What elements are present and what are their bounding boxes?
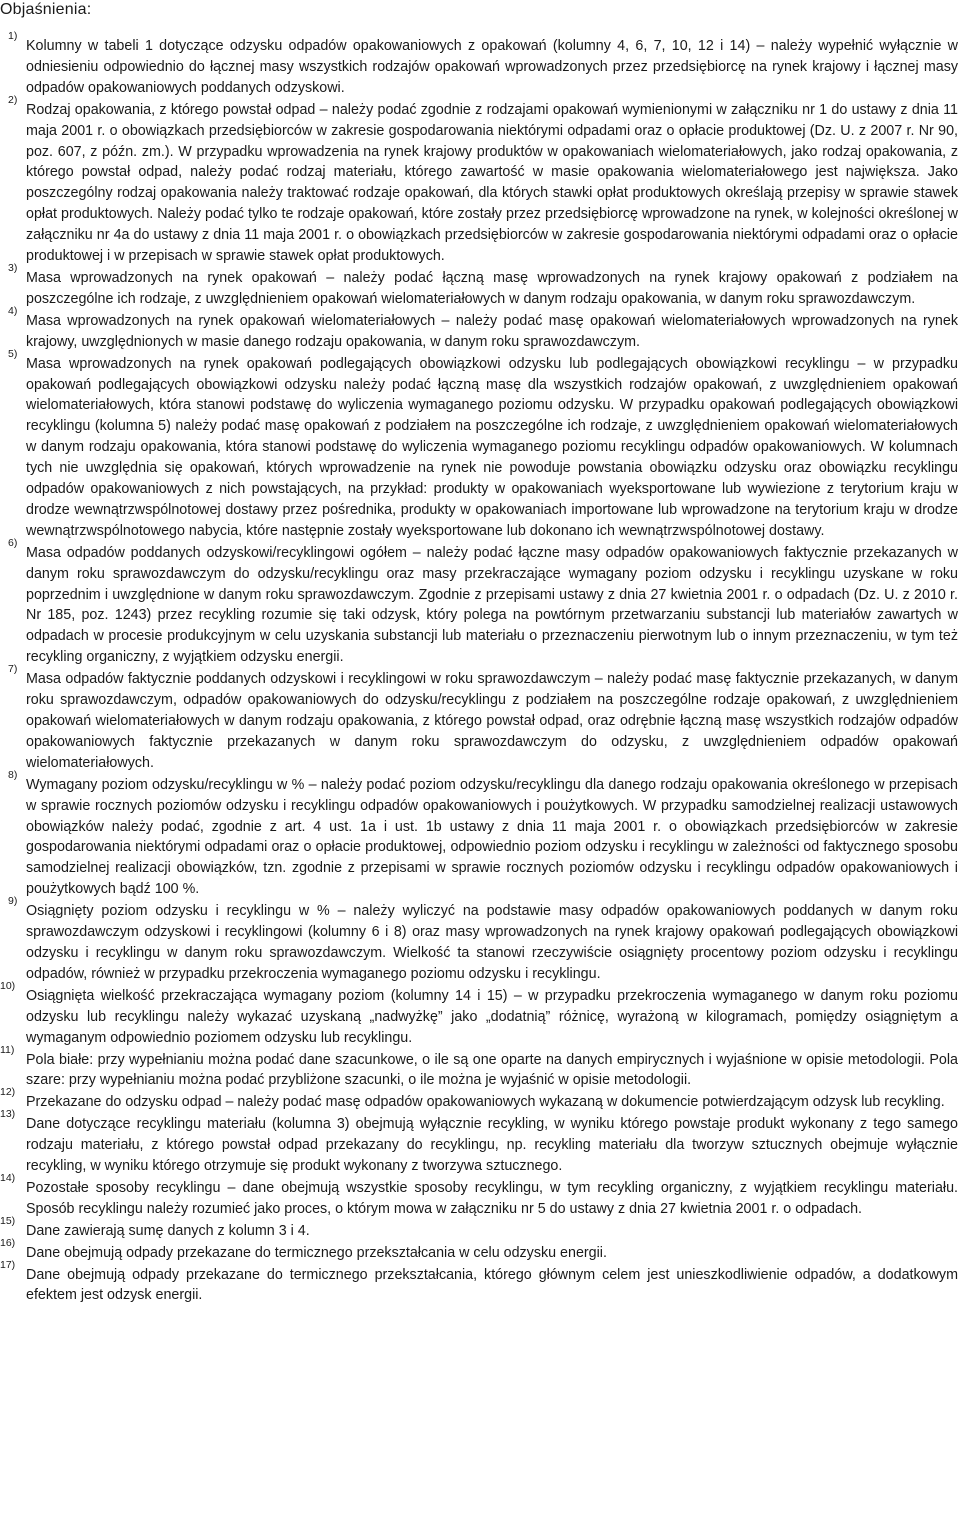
note-number: 5) bbox=[8, 347, 18, 360]
page-heading: Objaśnienia: bbox=[0, 1, 92, 18]
note-text: Masa wprowadzonych na rynek opakowań – należy podać łączną masę wprowadzonych na rynek krajowy opakowań z podziałem na poszczególne ich rodzaje, z uwzględnieniem opakowań wielomateriałowych w danym rodzaju opakowania, w danym roku sprawozdawczym. bbox=[26, 269, 958, 307]
note-16 bbox=[0, 1236, 958, 1264]
note-17 bbox=[0, 1258, 958, 1307]
note-text: Dane zawierają sumę danych z kolumn 3 i 4. bbox=[26, 1222, 310, 1239]
note-2 bbox=[0, 93, 958, 267]
note-number: 3) bbox=[8, 261, 18, 274]
note-13 bbox=[0, 1108, 958, 1177]
note-number: 16) bbox=[0, 1236, 16, 1249]
note-text: Dane obejmują odpady przekazane do termicznego przekształcania w celu odzysku energii. bbox=[26, 1244, 607, 1261]
note-text: Rodzaj opakowania, z którego powstał odpad – należy podać zgodnie z rodzajami opakowań wymienionymi w załączniku nr 1 do ustawy z dnia 11 maja 2001 r. o obowiązkach przedsiębiorców w zakresie gospodarowania niektórymi odpadami oraz o opłacie produktowej (Dz. U. z 2007 r. Nr 90, poz. 607, z późn. zm.). W przypadku wprowadzenia na rynek krajowy produktów w opakowaniach wielomateriałowych, jako rodzaj opakowania, z którego powstał odpad, należy podać rodzaj materiału, którego zawartość w masie opakowania wielomateriałowego jest największa. Jako poszczególny rodzaj opakowania należy traktować rodzaje opakowań, dla których stawki opłat produktowych określają przepisy w sprawie stawek opłat produktowych. Należy podać tylko te rodzaje opakowań, które zostały przez przedsiębiorcę wprowadzone na rynek, w kolejności określonej w załączniku nr 4a do ustawy z dnia 11 maja 2001 r. o obowiązkach przedsiębiorców w zakresie gospodarowania niektórymi odpadami oraz o opłacie produktowej i w przepisach w sprawie stawek opłat produktowych. bbox=[26, 101, 958, 265]
note-text: Przekazane do odzysku odpad – należy podać masę odpadów opakowaniowych wykazaną w dokumencie potwierdzającym odzysk lub recykling. bbox=[26, 1094, 945, 1111]
note-text: Wymagany poziom odzysku/recyklingu w % – należy podać poziom odzysku/recyklingu dla danego rodzaju opakowania określonego w przepisach w sprawie rocznych poziomów odzysku i recyklingu odpadów opakowaniowych i poużytkowych. W przypadku samodzielnej realizacji ustawowych obowiązków należy podać, zgodnie z art. 4 ust. 1a i ust. 1b ustawy z dnia 11 maja 2001 r. o obowiązkach przedsiębiorców w zakresie gospodarowania niektórymi odpadami oraz o opłacie produktowej, odpowiednio poziom odzysku i recyklingu w zależności od faktycznego sposobu samodzielnej realizacji obowiązków, tzn. zgodnie z przepisami w sprawie rocznych poziomów odzysku i recyklingu odpadów opakowaniowych i poużytkowych bądź 100 %. bbox=[26, 776, 958, 898]
note-number: 8) bbox=[8, 768, 18, 781]
note-5 bbox=[0, 347, 958, 542]
notes-list bbox=[0, 30, 958, 1306]
note-14 bbox=[0, 1171, 958, 1220]
note-text: Masa odpadów faktycznie poddanych odzyskowi i recyklingowi w roku sprawozdawczym – należy podać masę faktycznie przekazanych, w danym roku sprawozdawczym, odpadów opakowaniowych do odzysku/recyklingu z podziałem na poszczególne rodzaje opakowań, z uwzględnieniem opakowań wielomateriałowych w danym rodzaju opakowania, z którego powstał odpad, oraz odrębnie łączną masę wszystkich rodzajów odpadów opakowaniowych faktycznie przekazanych w danym roku sprawozdawczym do odzysku, z uwzględnieniem odpadów opakowań wielomateriałowych. bbox=[26, 671, 958, 771]
note-number: 1) bbox=[8, 30, 18, 42]
note-8 bbox=[0, 768, 958, 900]
note-text: Osiągnięty poziom odzysku i recyklingu w % – należy wyliczyć na podstawie masy odpadów opakowaniowych poddanych w danym roku sprawozdawczym odzyskowi i recyklingowi (kolumny 6 i 8) oraz masy wprowadzonych na rynek krajowy opakowań podlegających obowiązkowi odzysku i recyklingu w danym roku sprawozdawczym. Wielkość ta stanowi rzeczywiście osiągnięty procentowy poziom odzysku i recyklingu odpadów, również w przypadku przekroczenia wymaganego poziomu odzysku i recyklingu. bbox=[26, 903, 958, 982]
note-number: 15) bbox=[0, 1214, 16, 1227]
note-text: Masa wprowadzonych na rynek opakowań wielomateriałowych – należy podać masę opakowań wielomateriałowych wprowadzonych na rynek krajowy, uwzględnionych w masie danego rodzaju opakowania, w danym roku sprawozdawczym. bbox=[26, 312, 958, 350]
note-15 bbox=[0, 1214, 958, 1242]
note-text: Dane obejmują odpady przekazane do termicznego przekształcania, którego głównym celem jest unieszkodliwienie odpadów, a dodatkowym efektem jest odzysk energii. bbox=[26, 1266, 958, 1304]
note-number: 6) bbox=[8, 536, 18, 549]
note-text: Pozostałe sposoby recyklingu – dane obejmują wszystkie sposoby recyklingu, w tym recykling organiczny, z wyjątkiem recyklingu materiału. Sposób recyklingu należy rozumieć jako proces, o którym mowa w załączniku nr 5 do ustawy z dnia 27 kwietnia 2001 r. o odpadach. bbox=[26, 1179, 958, 1217]
note-6 bbox=[0, 536, 958, 668]
note-text: Pola białe: przy wypełnianiu można podać dane szacunkowe, o ile są one oparte na danych empirycznych i wyjaśnione w opisie metodologii. Pola szare: przy wypełnianiu można podać przybliżone szacunki, o ile można je wyjaśnić w opisie metodologii. bbox=[26, 1051, 958, 1089]
note-text: Kolumny w tabeli 1 dotyczące odzysku odpadów opakowaniowych z opakowań (kolumny 4, 6, 7, 10, 12 i 14) – należy wypełnić wyłącznie w odniesieniu odpowiednio do łącznej masy wszystkich rodzajów opakowań wprowadzonych przez przedsiębiorcę na rynek krajowy i łącznej masy odpadów opakowaniowych poddanych odzyskowi. bbox=[26, 38, 958, 96]
note-number: 17) bbox=[0, 1258, 16, 1271]
note-number: 4) bbox=[8, 304, 18, 317]
note-4 bbox=[0, 304, 958, 353]
note-number: 14) bbox=[0, 1171, 16, 1184]
note-number: 2) bbox=[8, 93, 18, 106]
note-number: 11) bbox=[0, 1043, 15, 1056]
note-number: 9) bbox=[8, 895, 18, 908]
note-9 bbox=[0, 895, 958, 985]
note-12 bbox=[0, 1086, 958, 1113]
note-number: 10) bbox=[0, 979, 16, 992]
note-number: 7) bbox=[8, 663, 18, 676]
note-text: Osiągnięta wielkość przekraczająca wymagany poziom (kolumny 14 i 15) – w przypadku przekroczenia wymaganego w danym roku poziomu odzysku lub recyklingu należy wykazać uzyskaną „nadwyżkę” jako „dodatnią” różnicę, wyrażoną w kilogramach, pomiędzy osiągniętym a wymaganym odpowiednio poziomem odzysku lub recyklingu. bbox=[26, 987, 958, 1046]
note-11 bbox=[0, 1043, 958, 1092]
note-text: Dane dotyczące recyklingu materiału (kolumna 3) obejmują wyłącznie recykling, w wyniku którego powstaje produkt wykonany z tego samego rodzaju materiału, z którego powstał odpad przekazany do recyklingu, np. recykling materiału dla tworzyw sztucznych obejmuje wyłącznie recykling, w wyniku którego otrzymuje się produkt wykonany z tworzywa sztucznego. bbox=[26, 1116, 958, 1175]
note-number: 12) bbox=[0, 1086, 16, 1099]
note-1 bbox=[0, 30, 958, 99]
note-text: Masa odpadów poddanych odzyskowi/recyklingowi ogółem – należy podać łączne masy odpadów opakowaniowych faktycznie przekazanych w danym roku sprawozdawczym do odzysku/recyklingu oraz masy przekraczające wymagany poziom odzysku i recyklingu uzyskane w roku poprzednim i uwzględnione w danym roku sprawozdawczym. Zgodnie z przepisami ustawy z dnia 27 kwietnia 2001 r. o odpadach (Dz. U. z 2010 r. Nr 185, poz. 1243) przez recykling rozumie się taki odzysk, który polega na powtórnym przetwarzaniu substancji lub materiałów zawartych w odpadach w procesie produkcyjnym w celu uzyskania substancji lub materiału o przeznaczeniu pierwotnym lub o innym przeznaczeniu, w tym też recykling organiczny, z wyjątkiem odzysku energii. bbox=[26, 544, 958, 666]
note-7 bbox=[0, 663, 958, 774]
note-text: Masa wprowadzonych na rynek opakowań podlegających obowiązkowi odzysku lub podlegających obowiązkowi recyklingu – w przypadku opakowań podlegających obowiązkowi odzysku należy podać łączną masę dla wszystkich rodzajów opakowań, z uwzględnieniem opakowań wielomateriałowych, która stanowi podstawę do wyliczenia wymaganego poziomu odzysku. W przypadku opakowań podlegających obowiązkowi recyklingu (kolumna 5) należy podać masę opakowań z podziałem na poszczególne ich rodzaje, z uwzględnieniem opakowań wielomateriałowych w danym rodzaju opakowania, która stanowi podstawę do wyliczenia wymaganego poziomu recyklingu odpadów opakowaniowych. W kolumnach tych nie uwzględnia się opakowań, których wprowadzenie na rynek nie powoduje powstania obowiązku odzysku oraz obowiązku recyklingu odpadów opakowaniowych z nich powstających, na przykład: produkty w opakowaniach wyeksportowane lub wywiezione z terytorium kraju w drodze wewnątrzwspólnotowej dostawy przez pośrednika, produkty w opakowaniach importowane lub wprowadzone na terytorium kraju w drodze wewnątrzwspólnotowego nabycia, które następnie zostały wyeksportowane lub dokonano ich wewnątrzwspólnotowej dostawy. bbox=[26, 355, 958, 539]
note-number: 13) bbox=[0, 1108, 16, 1121]
note-3 bbox=[0, 261, 958, 310]
note-10 bbox=[0, 979, 958, 1049]
